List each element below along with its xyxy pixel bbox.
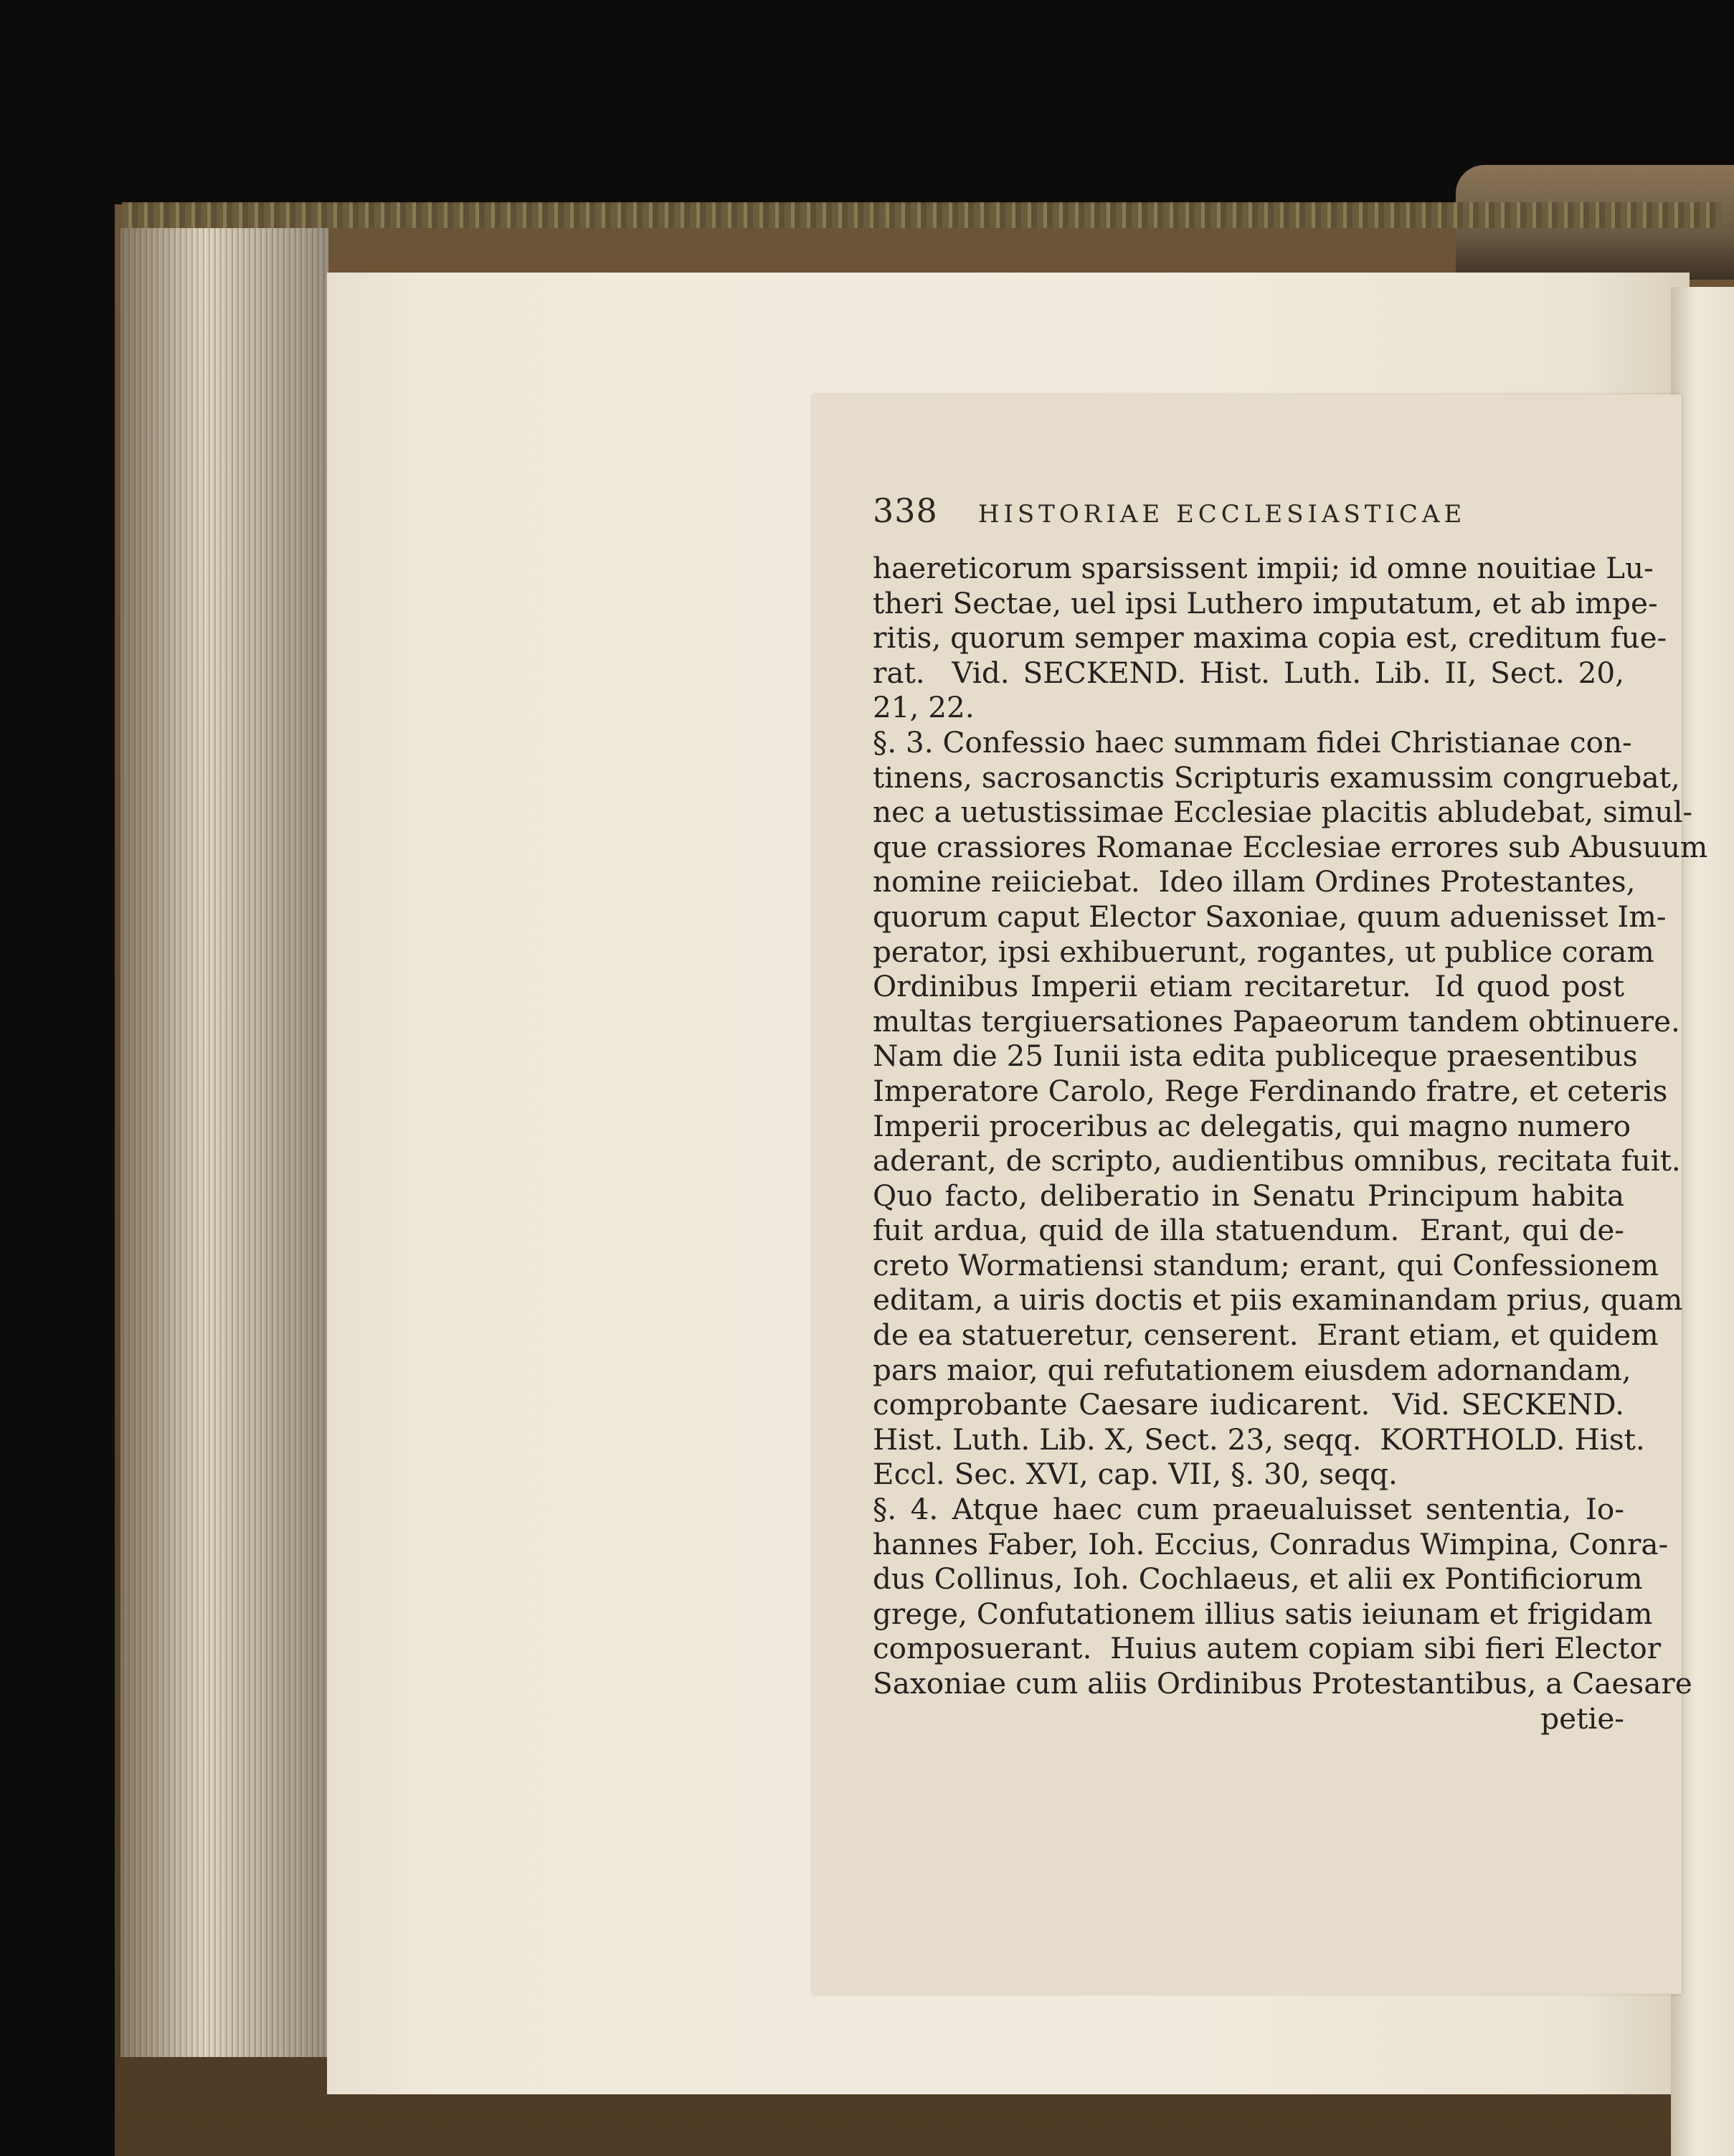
- text-line: rat. Vid. SECKEND. Hist. Luth. Lib. II, Sect. 20,: [873, 655, 1624, 690]
- text-line: pars maior, qui refutationem eiusdem adornandam,: [873, 1352, 1631, 1387]
- text-line: Nam die 25 Iunii ista edita publiceque praesentibus: [873, 1039, 1638, 1074]
- text-line: que crassiores Romanae Ecclesiae errores sub Abusuum: [873, 829, 1708, 864]
- text-line: creto Wormatiensi standum; erant, qui Confessionem: [873, 1247, 1659, 1282]
- text-line: nec a uetustissimae Ecclesiae placitis abludebat, simul-: [873, 795, 1693, 830]
- text-line: 21, 22.: [873, 690, 975, 725]
- text-line: editam, a uiris doctis et piis examinandam prius, quam: [873, 1282, 1683, 1318]
- text-line: ritis, quorum semper maxima copia est, creditum fue-: [873, 620, 1667, 656]
- page-number: 338: [873, 491, 938, 530]
- text-line: Imperii proceribus ac delegatis, qui magno numero: [873, 1108, 1631, 1143]
- text-line: comprobante Caesare iudicarent. Vid. SECKEND.: [873, 1387, 1624, 1422]
- text-line: Quo facto, deliberatio in Senatu Principum habita: [873, 1178, 1624, 1213]
- page-edges-shadow: [120, 228, 328, 2057]
- running-head: HISTORIAE ECCLESIASTICAE: [977, 500, 1467, 529]
- text-line: §. 4. Atque haec cum praeualuisset sententia, Io-: [873, 1492, 1624, 1527]
- text-line: haereticorum sparsissent impii; id omne nouitiae Lu-: [873, 551, 1654, 585]
- text-line: multas tergiuersationes Papaeorum tandem obtinuere.: [873, 1003, 1680, 1039]
- text-line: aderant, de scripto, audientibus omnibus, recitata fuit.: [873, 1143, 1681, 1178]
- text-line: hannes Faber, Ioh. Eccius, Conradus Wimpina, Conra-: [873, 1526, 1669, 1561]
- page-top-edge: [122, 202, 1721, 228]
- text-line: grege, Confutationem illius satis ieiunam et frigidam: [873, 1596, 1653, 1631]
- body-text: [873, 551, 1708, 1736]
- text-line: Ordinibus Imperii etiam recitaretur. Id quod post: [873, 969, 1624, 1004]
- text-line: nomine reiiciebat. Ideo illam Ordines Protestantes,: [873, 864, 1636, 899]
- text-line: §. 3. Confessio haec summam fidei Christianae con-: [873, 724, 1632, 760]
- page-header: [873, 491, 1619, 534]
- text-line: fuit ardua, quid de illa statuendum. Erant, qui de-: [873, 1213, 1624, 1248]
- text-line: perator, ipsi exhibuerunt, rogantes, ut publice coram: [873, 934, 1654, 969]
- text-line: Hist. Luth. Lib. X, Sect. 23, seqq. KORTHOLD. Hist.: [873, 1422, 1645, 1457]
- catchword: petie-: [1540, 1701, 1624, 1736]
- text-line: Saxoniae cum aliis Ordinibus Protestantibus, a Caesare: [873, 1666, 1692, 1701]
- text-line: Imperatore Carolo, Rege Ferdinando fratre, et ceteris: [873, 1073, 1668, 1108]
- text-line: Eccl. Sec. XVI, cap. VII, §. 30, seqq.: [873, 1457, 1398, 1492]
- text-line: composuerant. Huius autem copiam sibi fieri Elector: [873, 1631, 1662, 1666]
- text-line: theri Sectae, uel ipsi Luthero imputatum, et ab impe-: [873, 585, 1658, 620]
- text-line: dus Collinus, Ioh. Cochlaeus, et alii ex Pontificiorum: [873, 1561, 1643, 1597]
- text-line: tinens, sacrosanctis Scripturis examussim congruebat,: [873, 760, 1680, 795]
- text-line: quorum caput Elector Saxoniae, quum aduenisset Im-: [873, 899, 1667, 934]
- text-line: de ea statueretur, censerent. Erant etiam, et quidem: [873, 1318, 1659, 1353]
